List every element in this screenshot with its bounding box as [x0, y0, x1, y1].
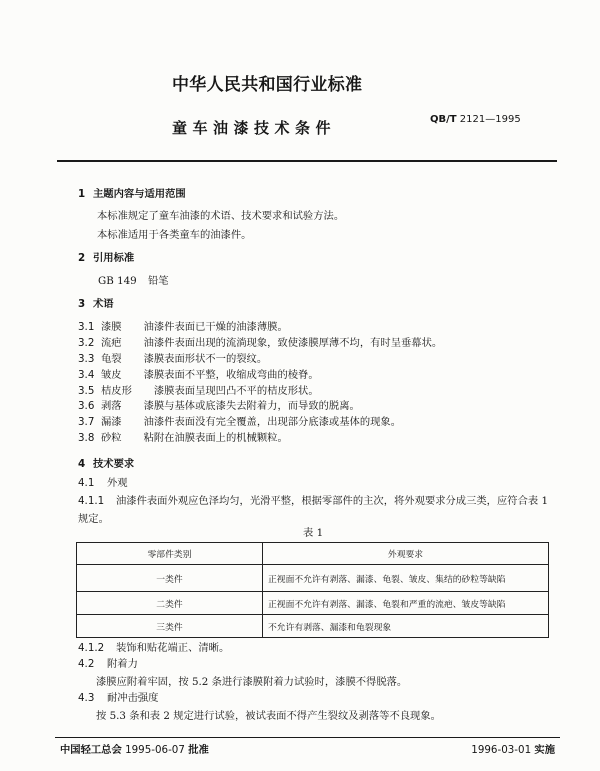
section-4-heading [78, 458, 134, 470]
clause-number: 4.3 [78, 692, 95, 704]
table-header-row [77, 543, 549, 565]
table-row [77, 615, 549, 638]
term-definition: 漆膜表面形状不一的裂纹。 [143, 353, 268, 365]
term-definition: 油漆件表面出现的流淌现象，致使漆膜厚薄不均，有时呈垂幕状。 [143, 337, 443, 349]
term-name: 漏漆 [101, 416, 122, 428]
term-name: 砂粒 [101, 432, 122, 444]
term-name: 流疤 [101, 337, 122, 349]
clause-4-2-heading [78, 658, 138, 670]
effective-info [471, 744, 555, 756]
clause-number: 4.1.1 [78, 495, 105, 507]
standard-code-number: 2121—1995 [459, 114, 521, 125]
clause-number: 4.2 [78, 658, 95, 670]
part-category-cell: 一类件 [77, 565, 263, 592]
term-number: 3.6 [78, 400, 95, 412]
clause-4-3-text: 按 5.3 条和表 2 规定进行试验，被试表面不得产生裂纹及剥落等不良现象。 [96, 710, 441, 722]
clause-text: 油漆件表面外观应色泽均匀，光滑平整，根据零部件的主次，将外观要求分成三类，应符合表 1 [116, 495, 548, 507]
table-row [77, 592, 549, 615]
clause-4-1-1-continuation: 规定。 [78, 513, 109, 525]
term-definition: 漆膜与基体或底漆失去附着力，而导致的脱离。 [143, 400, 360, 412]
term-number: 3.5 [78, 385, 95, 397]
column-header: 外观要求 [263, 543, 549, 565]
effective-label: 实施 [534, 744, 555, 756]
requirement-cell: 不允许有剥落、漏漆和龟裂现象 [263, 615, 549, 638]
clause-number: 4.1.2 [78, 642, 105, 654]
table-caption: 表 1 [303, 527, 324, 539]
header-rule [57, 160, 557, 162]
approval-label: 批准 [188, 744, 209, 756]
term-3-2 [78, 337, 442, 349]
issuing-body-title: 中华人民共和国行业标准 [172, 75, 363, 95]
term-number: 3.1 [78, 321, 95, 333]
section-number: 1 [78, 188, 86, 200]
term-name: 皱皮 [101, 369, 122, 381]
clause-title: 外观 [107, 477, 128, 489]
clause-number: 4.1 [78, 477, 95, 489]
reference-code: GB 149 [98, 275, 137, 287]
term-3-1 [78, 321, 288, 333]
term-name: 桔皮形 [101, 385, 132, 397]
term-3-4 [78, 369, 319, 381]
part-category-cell: 三类件 [77, 615, 263, 638]
section-title: 术语 [93, 298, 114, 310]
scope-paragraph-2: 本标准适用于各类童车的油漆件。 [97, 229, 252, 241]
footer-rule [55, 737, 560, 738]
section-number: 4 [78, 458, 86, 470]
clause-4-3-heading [78, 692, 158, 704]
clause-4-1-1 [78, 495, 548, 507]
approval-date: 1995-06-07 [125, 744, 185, 756]
term-definition: 粘附在油膜表面上的机械颗粒。 [143, 432, 288, 444]
term-number: 3.3 [78, 353, 95, 365]
clause-title: 附着力 [107, 658, 138, 670]
part-category-cell: 二类件 [77, 592, 263, 615]
standard-code [430, 114, 521, 126]
clause-title: 耐冲击强度 [107, 692, 159, 704]
document-title: 童车油漆技术条件 [172, 119, 337, 137]
scope-paragraph-1: 本标准规定了童车油漆的术语、技术要求和试验方法。 [97, 210, 345, 222]
section-title: 引用标准 [93, 252, 135, 264]
term-name: 漆膜 [101, 321, 122, 333]
term-3-6 [78, 400, 360, 412]
term-number: 3.8 [78, 432, 95, 444]
term-number: 3.7 [78, 416, 95, 428]
clause-4-1-2 [78, 642, 229, 654]
approving-organization: 中国轻工总会 [60, 744, 122, 756]
term-3-3 [78, 353, 267, 365]
clause-4-1-heading [78, 477, 128, 489]
requirement-cell: 正视面不允许有剥落、漏漆、龟裂和严重的流疤、皱皮等缺陷 [263, 592, 549, 615]
section-title: 技术要求 [93, 458, 135, 470]
appearance-requirements-table [76, 542, 549, 638]
term-name: 剥落 [101, 400, 122, 412]
section-number: 3 [78, 298, 86, 310]
effective-date: 1996-03-01 [471, 744, 532, 756]
standard-code-prefix: QB/T [430, 114, 457, 125]
section-title: 主题内容与适用范围 [93, 188, 186, 200]
term-name: 龟裂 [101, 353, 122, 365]
section-1-heading [78, 188, 186, 200]
table-row [77, 565, 549, 592]
term-3-8 [78, 432, 288, 444]
term-number: 3.4 [78, 369, 95, 381]
term-3-7 [78, 416, 401, 428]
reference-name: 铅笔 [148, 275, 169, 287]
clause-4-2-text: 漆膜应附着牢固，按 5.2 条进行漆膜附着力试验时，漆膜不得脱落。 [96, 676, 408, 688]
term-definition: 油漆件表面已干燥的油漆薄膜。 [143, 321, 288, 333]
term-number: 3.2 [78, 337, 95, 349]
column-header: 零部件类别 [77, 543, 263, 565]
approval-info [60, 744, 209, 756]
term-definition: 油漆件表面没有完全覆盖，出现部分底漆或基体的现象。 [143, 416, 402, 428]
clause-text: 装饰和贴花端正、清晰。 [116, 642, 230, 654]
section-3-heading [78, 298, 114, 310]
section-2-heading [78, 252, 134, 264]
normative-reference [98, 275, 169, 287]
requirement-cell: 正视面不允许有剥落、漏漆、龟裂、皱皮、集结的砂粒等缺陷 [263, 565, 549, 592]
term-definition: 漆膜表面呈现凹凸不平的桔皮形状。 [153, 385, 319, 397]
section-number: 2 [78, 252, 86, 264]
term-3-5 [78, 385, 319, 397]
term-definition: 漆膜表面不平整，收缩成弯曲的棱脊。 [143, 369, 319, 381]
